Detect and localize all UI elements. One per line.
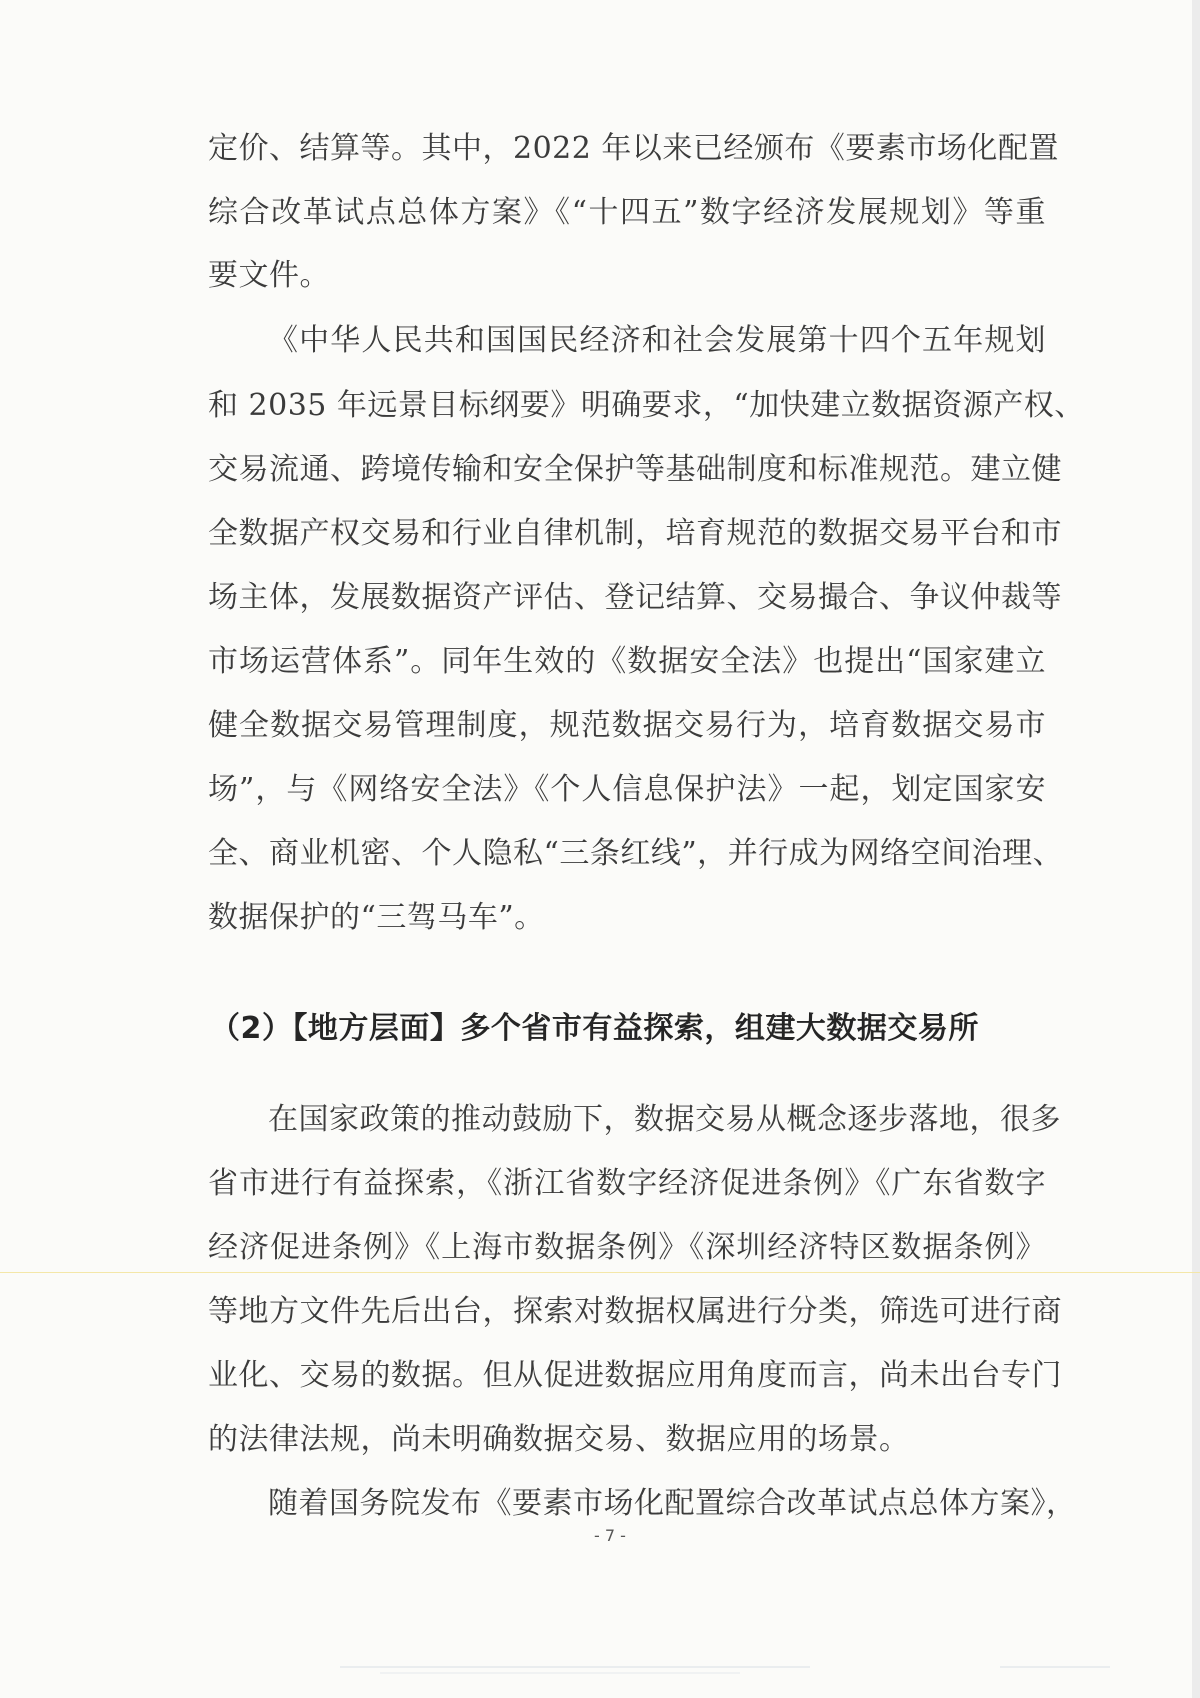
paragraph-first-line: 在国家政策的推动鼓励下，数据交易从概念逐步落地，很多: [268, 1102, 1061, 1137]
body-text-line: 场主体，发展数据资产评估、登记结算、交易撮合、争议仲裁等: [208, 580, 1062, 615]
body-text-line: 全数据产权交易和行业自律机制，培育规范的数据交易平台和市: [208, 516, 1062, 551]
body-text-line: 业化、交易的数据。但从促进数据应用角度而言，尚未出台专门: [208, 1358, 1062, 1393]
body-text-line: 健全数据交易管理制度，规范数据交易行为，培育数据交易市: [208, 708, 1046, 743]
body-text-line: 省市进行有益探索，《浙江省数字经济促进条例》《广东省数字: [208, 1166, 1046, 1201]
paragraph-first-line: 随着国务院发布《要素市场化配置综合改革试点总体方案》，: [268, 1486, 1077, 1521]
paragraph-first-line: 《中华人民共和国国民经济和社会发展第十四个五年规划: [268, 323, 1046, 358]
body-text-line: 综合改革试点总体方案》《“十四五”数字经济发展规划》等重: [208, 195, 1046, 230]
scan-smudge: [1000, 1666, 1110, 1668]
section-heading: （2）【地方层面】多个省市有益探索，组建大数据交易所: [210, 1011, 979, 1046]
body-text-line: 场”，与《网络安全法》《个人信息保护法》一起，划定国家安: [208, 772, 1046, 807]
scan-smudge: [340, 1666, 810, 1668]
body-text-line: 和 2035 年远景目标纲要》明确要求，“加快建立数据资源产权、: [208, 388, 1085, 423]
body-text-line: 市场运营体系”。同年生效的《数据安全法》也提出“国家建立: [208, 644, 1046, 679]
body-text-line: 的法律法规，尚未明确数据交易、数据应用的场景。: [208, 1422, 910, 1457]
body-text-line: 等地方文件先后出台，探索对数据权属进行分类，筛选可进行商: [208, 1294, 1062, 1329]
page-number: - 7 -: [594, 1526, 626, 1545]
scan-smudge: [380, 1672, 740, 1674]
body-text-line: 定价、结算等。其中，2022 年以来已经颁布《要素市场化配置: [208, 131, 1059, 166]
scan-artifact-line: [0, 1272, 1200, 1273]
body-text-line: 全、商业机密、个人隐私“三条红线”，并行成为网络空间治理、: [208, 836, 1064, 871]
body-text-line: 经济促进条例》《上海市数据条例》《深圳经济特区数据条例》: [208, 1230, 1046, 1265]
body-text-line: 数据保护的“三驾马车”。: [208, 900, 545, 935]
body-text-line: 要文件。: [208, 258, 330, 293]
body-text-line: 交易流通、跨境传输和安全保护等基础制度和标准规范。建立健: [208, 452, 1062, 487]
